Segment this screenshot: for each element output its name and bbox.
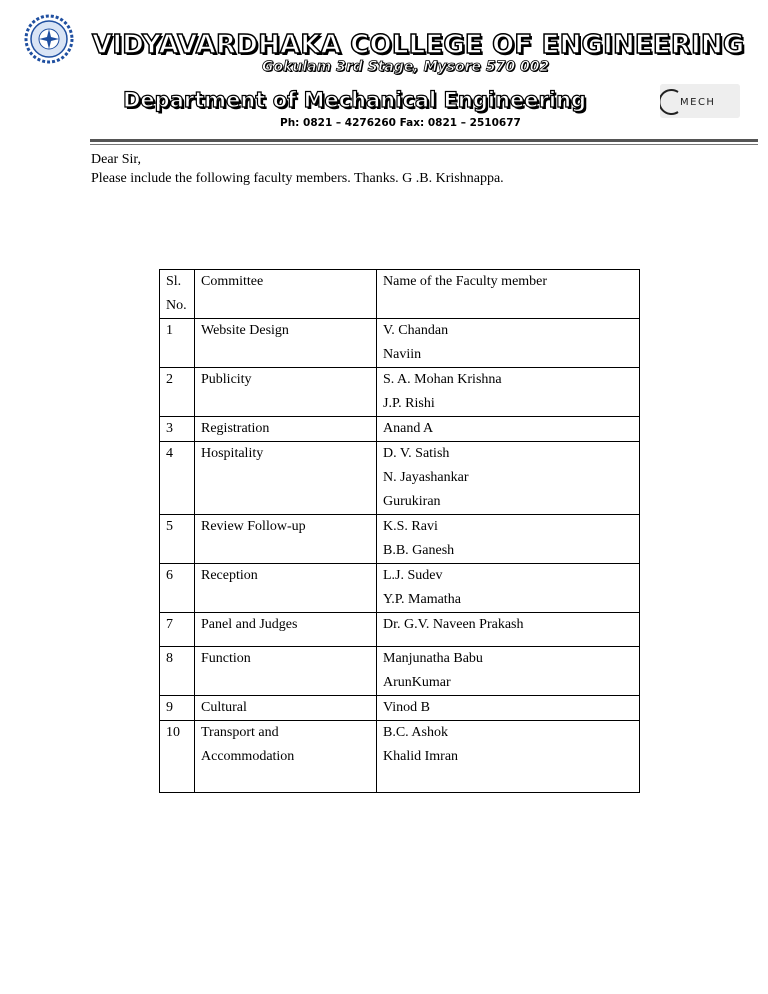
row-faculty — [377, 564, 640, 613]
faculty-name: Manjunatha Babu — [383, 651, 483, 666]
table-header-row — [160, 270, 640, 319]
table-row — [160, 368, 640, 417]
row-committee — [195, 515, 377, 564]
committee-line: Accommodation — [201, 749, 295, 764]
department-name: Department of Mechanical Engineering — [123, 88, 587, 112]
row-sl-no: 1 — [160, 319, 195, 368]
faculty-name: J.P. Rishi — [383, 396, 435, 411]
college-emblem-icon — [24, 14, 74, 64]
faculty-name: Vinod B — [383, 700, 430, 715]
row-faculty — [377, 417, 640, 442]
row-committee — [195, 442, 377, 515]
faculty-name: K.S. Ravi — [383, 519, 438, 534]
row-sl-no: 4 — [160, 442, 195, 515]
contact-info: Ph: 0821 – 4276260 Fax: 0821 – 2510677 — [280, 117, 521, 129]
row-committee — [195, 696, 377, 721]
table-row — [160, 319, 640, 368]
committee-line: Website Design — [201, 323, 289, 338]
committee-line: Cultural — [201, 700, 247, 715]
faculty-committee-table — [159, 269, 640, 793]
header-divider — [90, 139, 758, 142]
row-faculty — [377, 613, 640, 647]
row-sl-no: 2 — [160, 368, 195, 417]
header-sl-no — [160, 270, 195, 319]
row-committee — [195, 647, 377, 696]
committee-line: Reception — [201, 568, 258, 583]
header-committee: Committee — [195, 270, 377, 319]
college-address: Gokulam 3rd Stage, Mysore 570 002 — [262, 59, 550, 75]
faculty-name: B.C. Ashok — [383, 725, 448, 740]
table-row — [160, 647, 640, 696]
table-row — [160, 417, 640, 442]
salutation: Dear Sir, — [91, 152, 141, 167]
table-row — [160, 613, 640, 647]
row-faculty — [377, 515, 640, 564]
row-committee — [195, 319, 377, 368]
faculty-name: Y.P. Mamatha — [383, 592, 461, 607]
row-faculty — [377, 696, 640, 721]
faculty-name: S. A. Mohan Krishna — [383, 372, 502, 387]
committee-line: Review Follow-up — [201, 519, 306, 534]
row-sl-no: 5 — [160, 515, 195, 564]
faculty-name: L.J. Sudev — [383, 568, 443, 583]
row-committee — [195, 721, 377, 793]
committee-line: Panel and Judges — [201, 617, 298, 632]
row-sl-no: 6 — [160, 564, 195, 613]
table-row — [160, 721, 640, 793]
faculty-name: Anand A — [383, 421, 434, 436]
row-committee — [195, 613, 377, 647]
header-sl-line1: Sl. — [166, 274, 182, 289]
committee-line: Publicity — [201, 372, 252, 387]
letter-body: Please include the following faculty members. Thanks. G .B. Krishnappa. — [91, 171, 504, 186]
department-logo-text: MECH — [680, 97, 716, 108]
row-sl-no: 8 — [160, 647, 195, 696]
row-sl-no: 10 — [160, 721, 195, 793]
faculty-name: N. Jayashankar — [383, 470, 469, 485]
college-name: VIDYAVARDHAKA COLLEGE OF ENGINEERING — [92, 30, 745, 60]
table-row — [160, 564, 640, 613]
row-sl-no: 7 — [160, 613, 195, 647]
faculty-name: D. V. Satish — [383, 446, 450, 461]
committee-line: Hospitality — [201, 446, 264, 461]
committee-line: Function — [201, 651, 251, 666]
row-faculty — [377, 721, 640, 793]
committee-line: Registration — [201, 421, 270, 436]
committee-line: Transport and — [201, 725, 279, 740]
header-faculty: Name of the Faculty member — [377, 270, 640, 319]
row-sl-no: 9 — [160, 696, 195, 721]
row-committee — [195, 417, 377, 442]
table-row — [160, 442, 640, 515]
faculty-name: Gurukiran — [383, 494, 441, 509]
header-sl-line2: No. — [166, 298, 187, 313]
letter-text — [91, 150, 504, 188]
table-row — [160, 515, 640, 564]
faculty-name: V. Chandan — [383, 323, 449, 338]
row-sl-no: 3 — [160, 417, 195, 442]
faculty-name: ArunKumar — [383, 675, 451, 690]
department-logo — [660, 84, 740, 118]
row-committee — [195, 368, 377, 417]
faculty-name: B.B. Ganesh — [383, 543, 455, 558]
faculty-name: Naviin — [383, 347, 422, 362]
faculty-name: Khalid Imran — [383, 749, 459, 764]
row-faculty — [377, 368, 640, 417]
row-faculty — [377, 647, 640, 696]
header-divider-thin — [90, 144, 758, 145]
table-row — [160, 696, 640, 721]
row-faculty — [377, 442, 640, 515]
row-faculty — [377, 319, 640, 368]
row-committee — [195, 564, 377, 613]
faculty-name: Dr. G.V. Naveen Prakash — [383, 617, 524, 632]
